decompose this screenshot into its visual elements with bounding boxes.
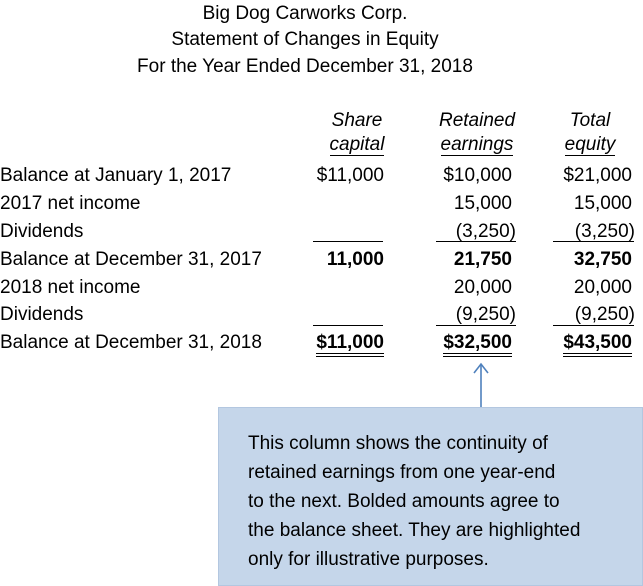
total-equity-heading-line2: equity bbox=[564, 134, 616, 155]
total-subtotal-rule-2017 bbox=[553, 241, 634, 242]
row-label-net-income-2018: 2018 net income bbox=[0, 277, 141, 298]
up-arrow-icon bbox=[471, 362, 491, 410]
total-net-income-2017: 15,000 bbox=[573, 193, 632, 214]
retained-net-income-2018: 20,000 bbox=[453, 277, 512, 298]
share-capital-closing-2018-value: $11,000 bbox=[316, 332, 384, 357]
row-label-closing-balance-2018: Balance at December 31, 2018 bbox=[0, 332, 262, 353]
share-capital-heading-line1: Share bbox=[331, 110, 383, 131]
total-closing-2018 bbox=[563, 331, 632, 355]
retained-subtotal-rule-2018 bbox=[436, 325, 516, 326]
company-name: Big Dog Carworks Corp. bbox=[202, 3, 408, 24]
total-closing-2018-value: $43,500 bbox=[563, 332, 632, 357]
total-equity-heading-line1: Total bbox=[569, 110, 611, 131]
retained-subtotal-rule-2017 bbox=[436, 241, 516, 242]
callout-line: the balance sheet. They are highlighted bbox=[248, 520, 581, 541]
total-dividends-2018: (9,250) bbox=[574, 304, 635, 325]
retained-earnings-heading-line2: earnings bbox=[440, 134, 514, 155]
retained-closing-2018-value: $32,500 bbox=[443, 332, 512, 357]
total-net-income-2018: 20,000 bbox=[573, 277, 632, 298]
share-capital-heading bbox=[318, 109, 396, 157]
retained-earnings-heading-line1: Retained bbox=[438, 110, 516, 131]
callout-text bbox=[248, 429, 628, 574]
share-capital-heading-line2: capital bbox=[329, 134, 385, 155]
row-label-dividends-2018: Dividends bbox=[0, 304, 84, 325]
callout-line: only for illustrative purposes. bbox=[248, 549, 489, 570]
share-capital-closing-2018 bbox=[316, 331, 384, 355]
total-subtotal-rule-2018 bbox=[553, 325, 634, 326]
total-equity-heading bbox=[548, 109, 632, 157]
share-capital-subtotal-rule-2018 bbox=[313, 325, 383, 326]
statement-period: For the Year Ended December 31, 2018 bbox=[137, 56, 473, 77]
row-label-net-income-2017: 2017 net income bbox=[0, 193, 141, 214]
total-opening-2017: $21,000 bbox=[563, 165, 632, 186]
retained-net-income-2017: 15,000 bbox=[453, 193, 512, 214]
row-label-closing-balance-2017: Balance at December 31, 2017 bbox=[0, 249, 262, 270]
total-dividends-2017: (3,250) bbox=[574, 221, 635, 242]
retained-closing-2017: 21,750 bbox=[453, 249, 512, 270]
share-capital-closing-2017: 11,000 bbox=[326, 249, 384, 270]
callout-line: This column shows the continuity of bbox=[248, 433, 548, 454]
retained-opening-2017: $10,000 bbox=[443, 165, 512, 186]
share-capital-opening-2017: $11,000 bbox=[316, 165, 384, 186]
total-closing-2017: 32,750 bbox=[573, 249, 632, 270]
retained-closing-2018 bbox=[443, 331, 512, 355]
share-capital-subtotal-rule-2017 bbox=[313, 241, 383, 242]
retained-dividends-2018: (9,250) bbox=[455, 304, 516, 325]
retained-dividends-2017: (3,250) bbox=[455, 221, 516, 242]
row-label-dividends-2017: Dividends bbox=[0, 221, 84, 242]
callout-line: to the next. Bolded amounts agree to bbox=[248, 491, 560, 512]
statement-title: Statement of Changes in Equity bbox=[171, 29, 439, 50]
explanatory-callout bbox=[218, 407, 643, 586]
row-label-opening-balance-2017: Balance at January 1, 2017 bbox=[0, 165, 232, 186]
retained-earnings-heading bbox=[432, 109, 522, 157]
callout-line: retained earnings from one year-end bbox=[248, 462, 556, 483]
